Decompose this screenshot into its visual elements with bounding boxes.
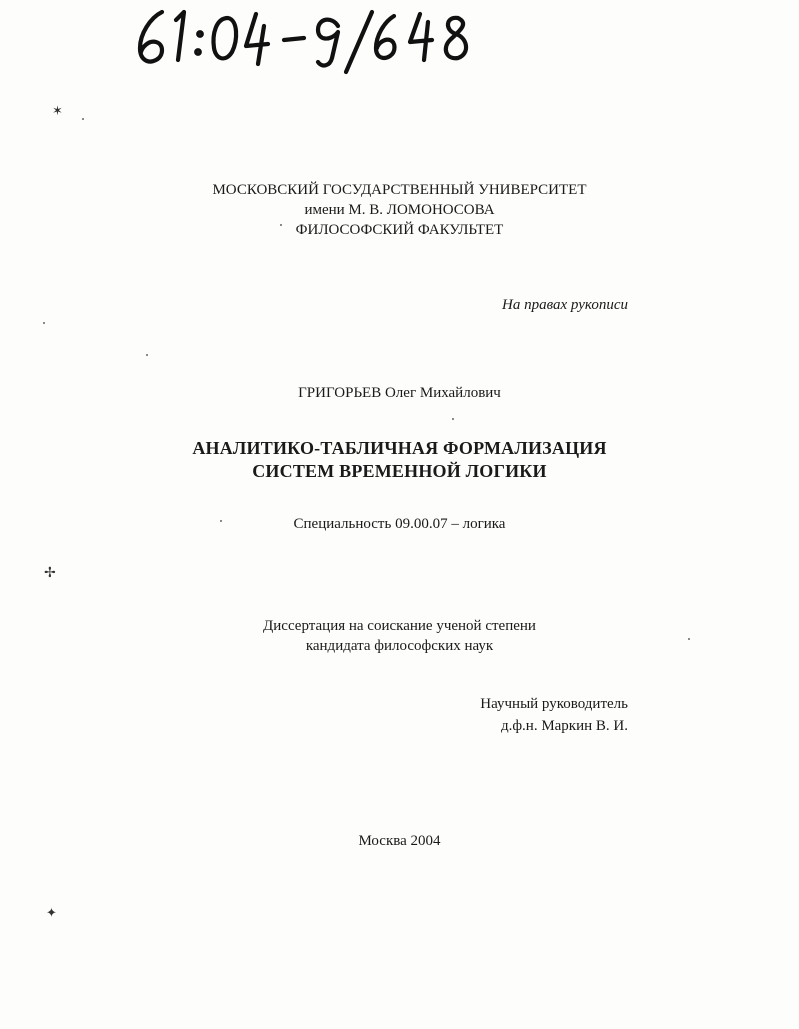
dissertation-title xyxy=(0,437,799,483)
supervisor-name: д.ф.н. Маркин В. И. xyxy=(500,718,628,734)
degree-line-2: кандидата философских наук xyxy=(305,638,494,654)
manuscript-note: На правах рукописи xyxy=(502,297,628,313)
university-header xyxy=(0,180,799,240)
city-year: Москва 2004 xyxy=(358,833,441,849)
scan-dot xyxy=(82,118,84,120)
title-line-2: СИСТЕМ ВРЕМЕННОЙ ЛОГИКИ xyxy=(252,461,547,481)
scan-dot xyxy=(452,418,454,420)
scan-dot xyxy=(43,322,45,324)
degree-line-1: Диссертация на соискание ученой степени xyxy=(263,618,536,634)
scan-dot xyxy=(146,354,148,356)
specialty: Специальность 09.00.07 – логика xyxy=(293,516,506,532)
handwritten-archive-number xyxy=(132,4,492,76)
scan-mark: ✶ xyxy=(52,104,63,119)
university-name: МОСКОВСКИЙ ГОСУДАРСТВЕННЫЙ УНИВЕРСИТЕТ xyxy=(212,182,587,198)
university-named-after: имени М. В. ЛОМОНОСОВА xyxy=(304,202,495,218)
title-line-1: АНАЛИТИКО-ТАБЛИЧНАЯ ФОРМАЛИЗАЦИЯ xyxy=(192,438,607,458)
scan-mark: ✢ xyxy=(44,565,56,581)
faculty-name: ФИЛОСОФСКИЙ ФАКУЛЬТЕТ xyxy=(295,222,504,238)
scan-mark: ✦ xyxy=(46,906,57,921)
supervisor-block xyxy=(480,693,628,737)
author-name: ГРИГОРЬЕВ Олег Михайлович xyxy=(298,385,501,401)
degree-statement xyxy=(0,616,799,656)
supervisor-label: Научный руководитель xyxy=(480,696,628,712)
